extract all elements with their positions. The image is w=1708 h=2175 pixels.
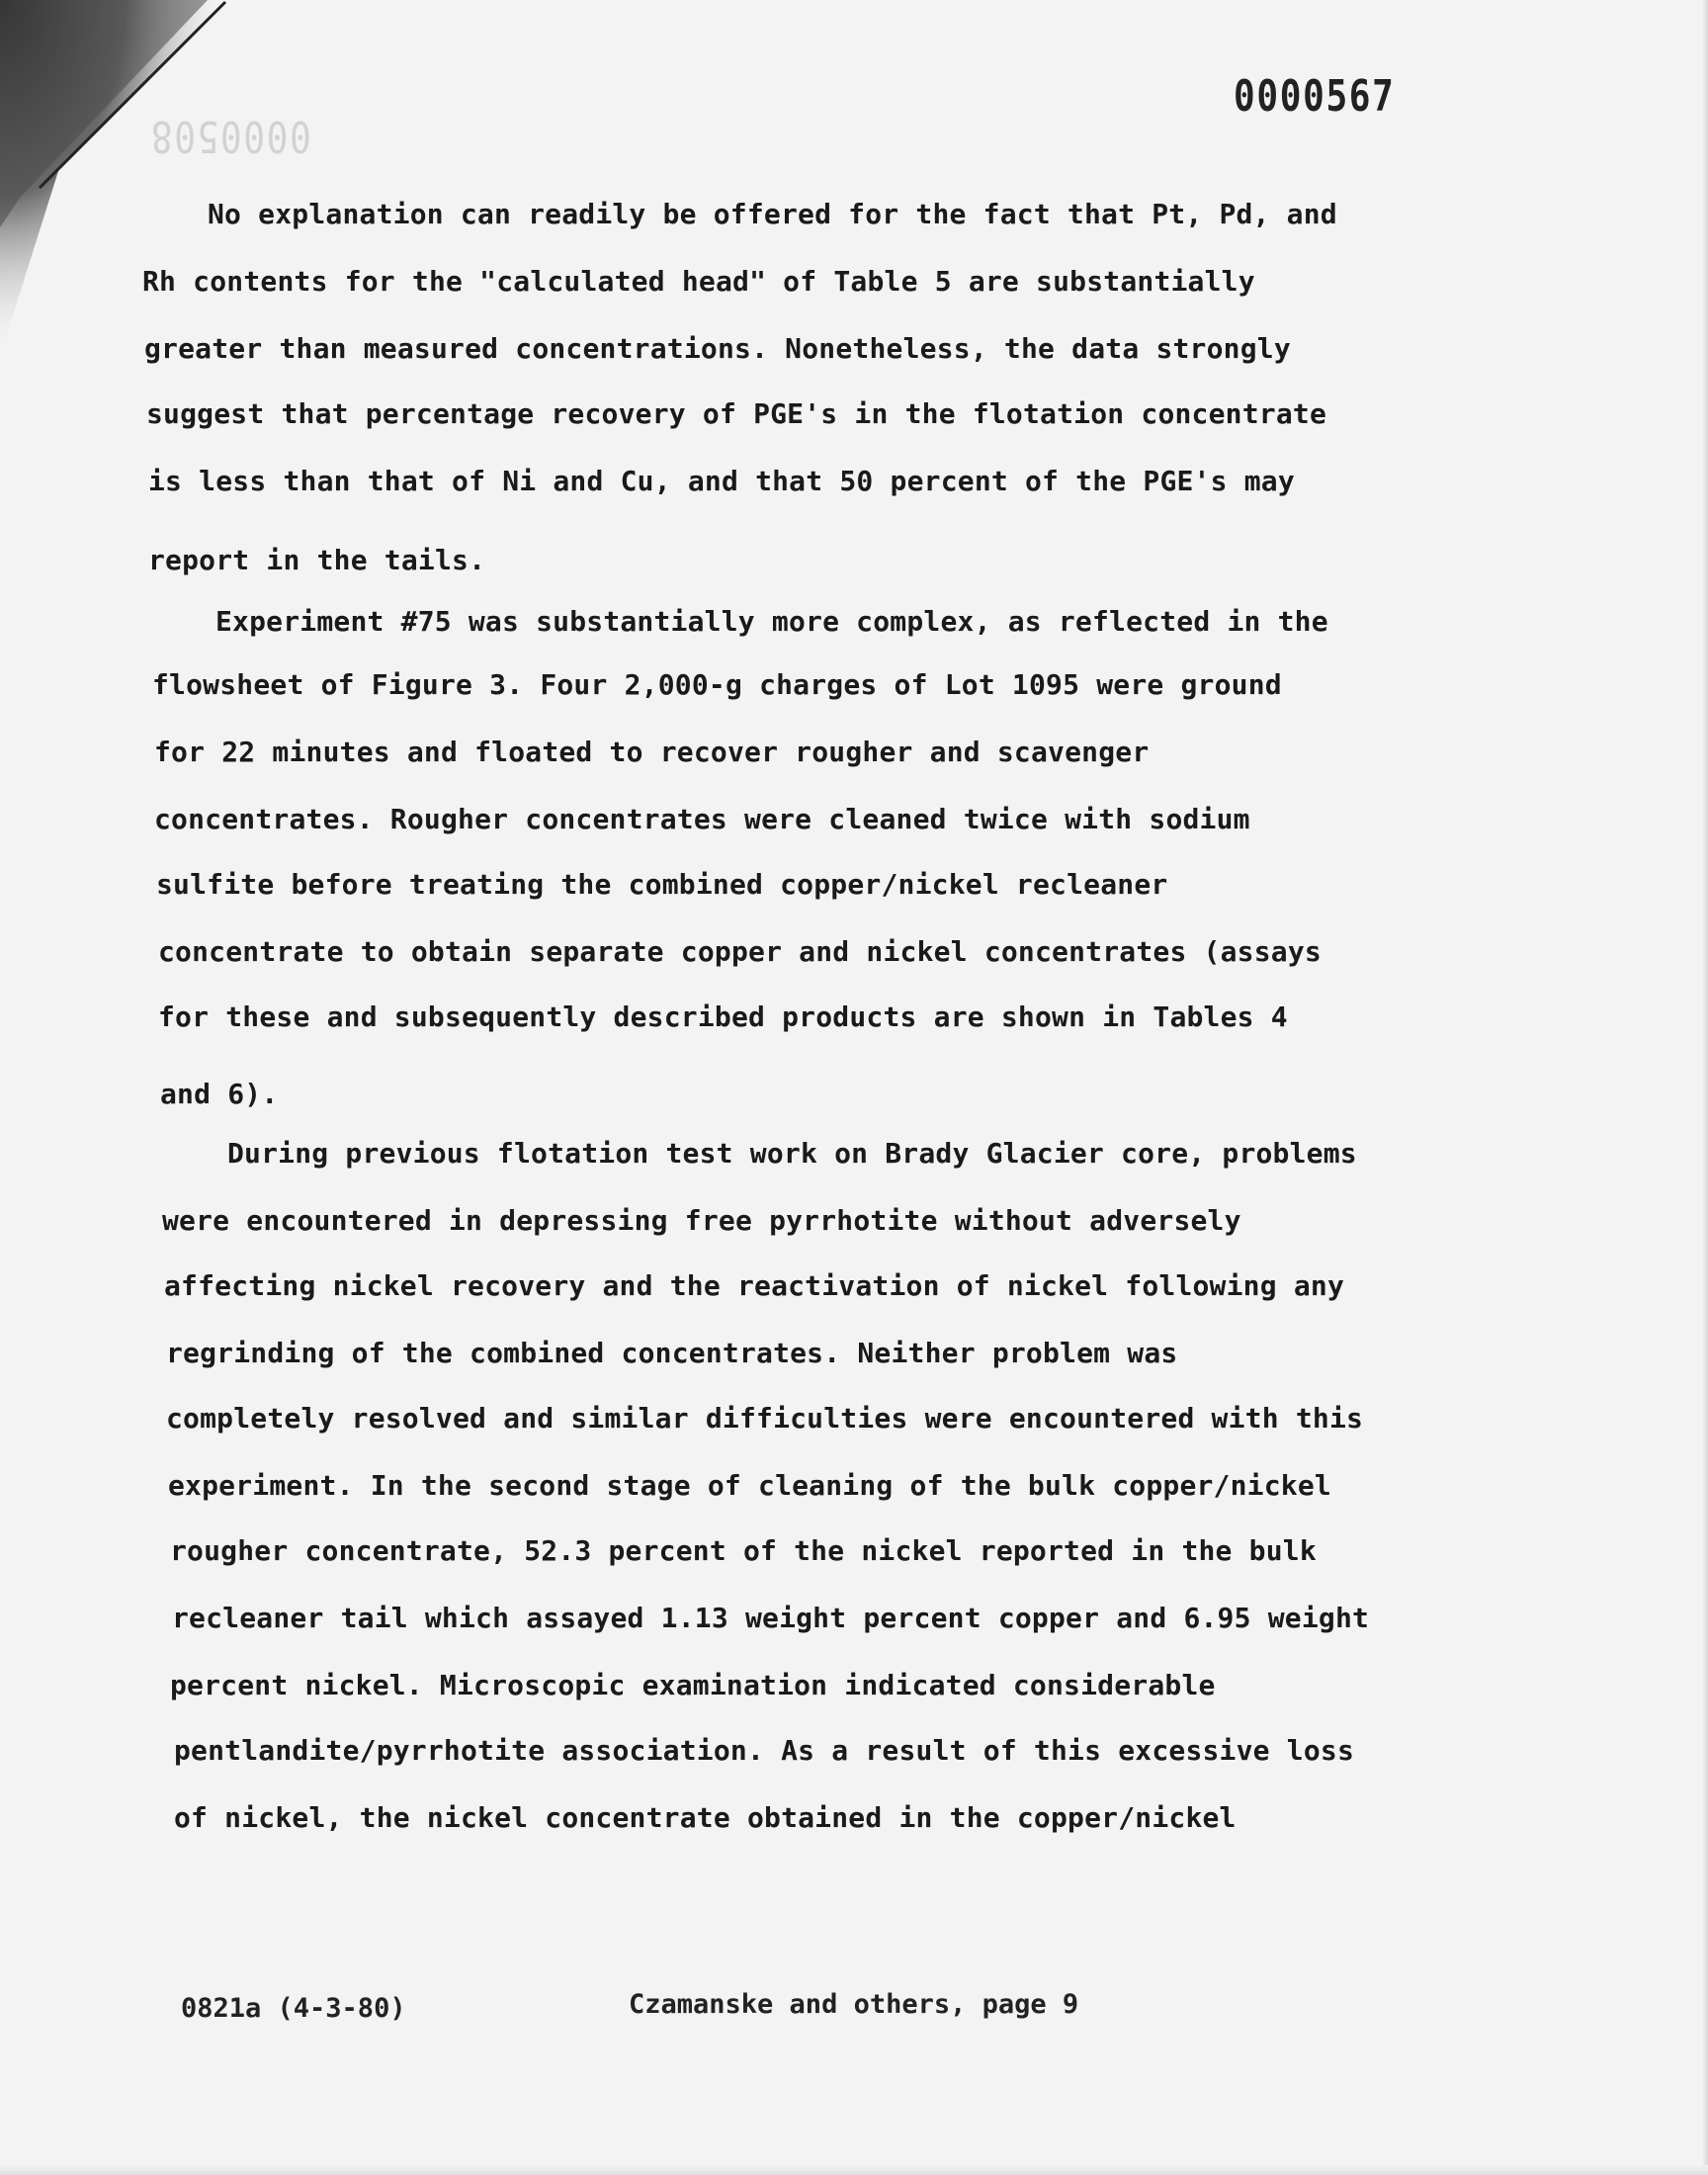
paragraph-line: is less than that of Ni and Cu, and that 50 percent of the PGE's may: [148, 465, 1295, 497]
footer-page-label: Czamanske and others, page 9: [629, 1989, 1079, 2020]
paragraph-line: No explanation can readily be offered for the fact that Pt, Pd, and: [208, 198, 1337, 230]
paragraph-line: rougher concentrate, 52.3 percent of the nickel reported in the bulk: [170, 1534, 1317, 1567]
scan-right-edge: [1702, 0, 1708, 2175]
paragraph-line: concentrates. Rougher concentrates were cleaned twice with sodium: [154, 803, 1250, 835]
paragraph-line: percent nickel. Microscopic examination indicated considerable: [170, 1669, 1216, 1701]
paragraph-line: Rh contents for the "calculated head" of Table 5 are substantially: [142, 265, 1255, 298]
bleed-through-page-number: 0000508: [149, 111, 311, 161]
paragraph-line: report in the tails.: [148, 544, 486, 576]
paragraph-line: sulfite before treating the combined copper/nickel recleaner: [156, 868, 1168, 901]
paragraph-line: were encountered in depressing free pyrrhotite without adversely: [162, 1204, 1241, 1237]
footer-doc-code: 0821a (4-3-80): [181, 1993, 406, 2024]
paragraph-line: for 22 minutes and floated to recover rougher and scavenger: [154, 736, 1150, 768]
paragraph-line: recleaner tail which assayed 1.13 weight percent copper and 6.95 weight: [172, 1602, 1370, 1634]
paragraph-line: affecting nickel recovery and the reactivation of nickel following any: [164, 1269, 1345, 1302]
paragraph-line: for these and subsequently described products are shown in Tables 4: [158, 1000, 1288, 1033]
paragraph-line: Experiment #75 was substantially more complex, as reflected in the: [215, 605, 1328, 638]
page-number: 0000567: [1234, 71, 1396, 122]
paragraph-line: experiment. In the second stage of cleaning of the bulk copper/nickel: [168, 1469, 1331, 1502]
paragraph-line: concentrate to obtain separate copper and nickel concentrates (assays: [158, 935, 1322, 968]
paragraph-line: During previous flotation test work on Brady Glacier core, problems: [227, 1137, 1357, 1170]
paragraph-line: and 6).: [160, 1078, 279, 1110]
paragraph-line: of nickel, the nickel concentrate obtained in the copper/nickel: [174, 1801, 1237, 1834]
paragraph-line: flowsheet of Figure 3. Four 2,000-g charges of Lot 1095 were ground: [152, 668, 1282, 701]
paragraph-line: greater than measured concentrations. Nonetheless, the data strongly: [144, 332, 1291, 365]
scan-bottom-edge: [0, 2165, 1708, 2175]
paragraph-line: completely resolved and similar difficulties were encountered with this: [166, 1402, 1364, 1435]
paragraph-line: regrinding of the combined concentrates. Neither problem was: [166, 1337, 1178, 1369]
paragraph-line: pentlandite/pyrrhotite association. As a result of this excessive loss: [174, 1734, 1355, 1767]
paragraph-line: suggest that percentage recovery of PGE's in the flotation concentrate: [146, 397, 1327, 430]
